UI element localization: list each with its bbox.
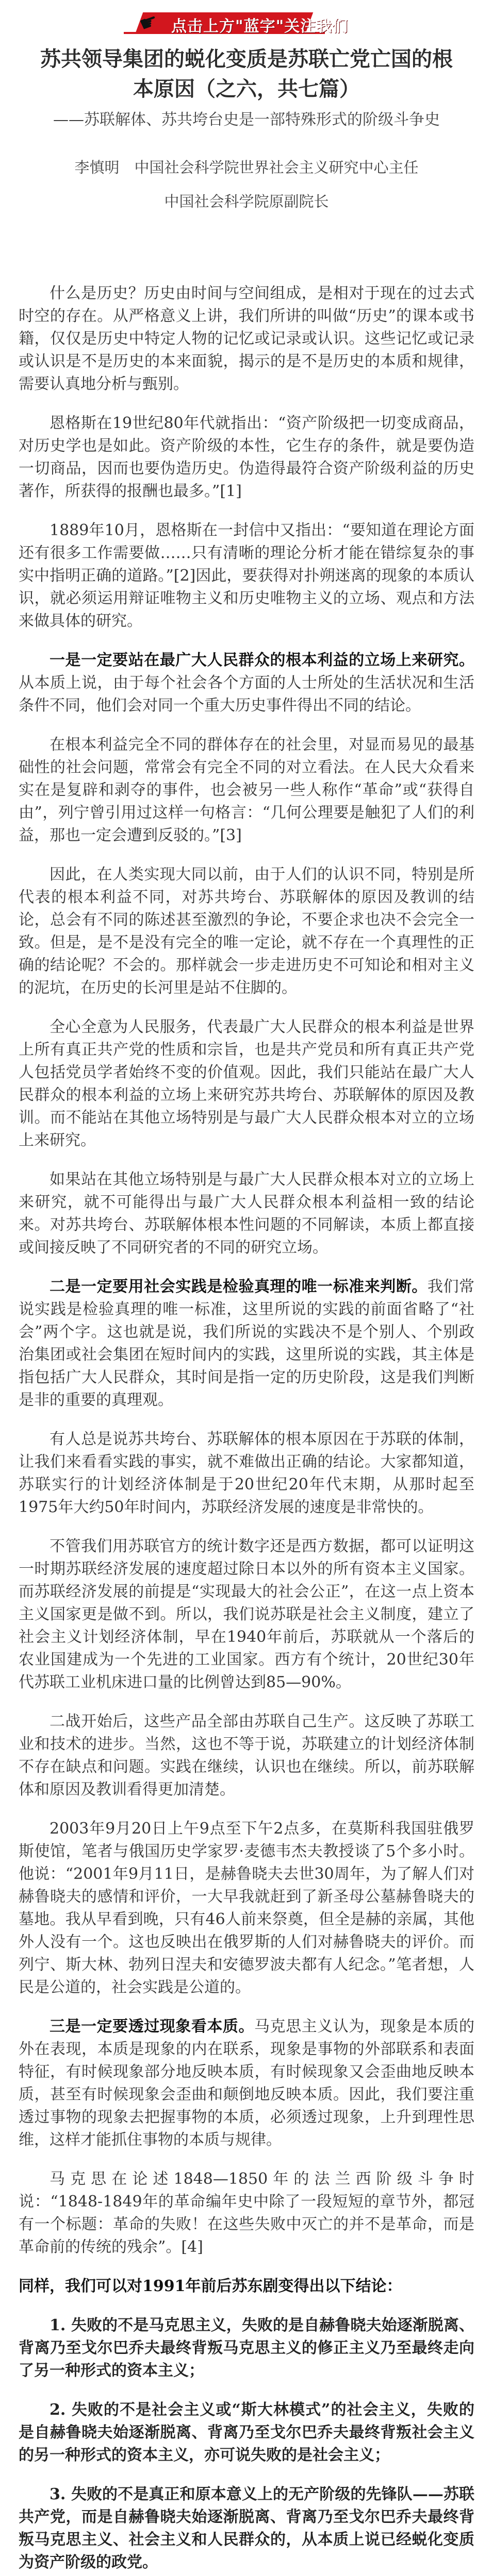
paragraph-text: 全心全意为人民服务，代表最广大人民群众的根本利益是世界上所有真正共产党的性质和宗旨，也是共产党员和所有真正共产党人包括党员学者始终不变的价值观。因此，我们只能站在最广大人民群众的根本利益的立场上来研究苏共垮台、苏联解体的原因及教训。而不能站在其他立场特别是与最广大人民群众根本对立的立场上来研究。	[19, 1018, 474, 1149]
paragraph	[19, 2168, 474, 2259]
paragraph	[19, 1818, 474, 1999]
paragraph-text: 2. 失败的不是社会主义或“斯大林模式”的社会主义，失败的是自赫鲁晓夫始逐渐脱离、背离乃至戈尔巴乔夫最终背叛社会主义的另一种形式的资本主义，亦可说失败的是社会主义；	[19, 2401, 474, 2464]
paragraph-text: 3. 失败的不是真正和原本意义上的无产阶级的先锋队——苏联共产党，而是自赫鲁晓夫始逐渐脱离、背离乃至戈尔巴乔夫最终背叛马克思主义、社会主义和人民群众的，从本质上说已经蜕化变质为资产阶级的政党。	[19, 2485, 474, 2571]
paragraph-text: 不管我们用苏联官方的统计数字还是西方数据，都可以证明这一时期苏联经济发展的速度超过除日本以外的所有资本主义国家。而苏联经济发展的前提是“实现最大的社会公正”，在这一点上资本主义国家更是做不到。所以，我们说苏联是社会主义制度，建立了社会主义计划经济体制，早在1940年前后，苏联就从一个落后的农业国建成为一个先进的工业国家。西方有个统计，20世纪30年代苏联工业机床进口量的比例曾达到85—90%。	[19, 1537, 474, 1691]
article-subtitle: ——苏联解体、苏共垮台史是一部特殊形式的阶级斗争史	[53, 111, 440, 129]
paragraph	[19, 282, 474, 396]
paragraph-text: 有人总是说苏共垮台、苏联解体的根本原因在于苏联的体制，让我们来看看实践的事实，就不难做出正确的结论。大家都知道，苏联实行的计划经济体制是于20世纪20年代末期，从那时起至1975年大约50年时间内，苏联经济发展的速度是非常快的。	[19, 1430, 474, 1516]
article-title: 苏共领导集团的蜕化变质是苏联亡党亡国的根本原因（之六，共七篇）	[40, 47, 453, 101]
paragraph-lead: 同样，我们可以对1991年前后苏东剧变得出以下结论：	[19, 2277, 402, 2295]
paragraph-text: 如果站在其他立场特别是与最广大人民群众根本对立的立场上来研究，就不可能得出与最广大人民群众根本利益相一致的结论来。对苏共垮台、苏联解体根本性问题的不同解读，本质上都直接或间接反映了不同研究者的不同的研究立场。	[19, 1171, 474, 1257]
paragraph	[19, 2314, 474, 2382]
paragraph	[19, 2015, 474, 2151]
author-line: 李慎明 中国社会科学院世界社会主义研究中心主任	[74, 159, 419, 176]
paragraph-text: 马克思主义认为，现象是本质的外在表现，本质是现象的内在联系，现象是事物的外部联系和表面特征，有时候现象部分地反映本质，有时候现象又会歪曲地反映本质，甚至有时候现象会歪曲和颠倒地反映本质。因此，我们要注重透过事物的现象去把握事物的本质，必须透过现象，上升到理性思维，这样才能抓住事物的本质与规律。	[19, 2018, 474, 2149]
paragraph	[19, 2275, 474, 2298]
article-body	[19, 282, 474, 2576]
paragraph	[19, 2399, 474, 2467]
pointing-hand-icon: ☛	[136, 8, 162, 37]
paragraph	[19, 1535, 474, 1694]
paragraph-text: 1889年10月，恩格斯在一封信中又指出：“要知道在理论方面还有很多工作需要做……只有清晰的理论分析才能在错综复杂的事实中指明正确的道路。”[2]因此，要获得对扑朔迷离的现象的本质认识，就必须运用辩证唯物主义和历史唯物主义的立场、观点和方法来做具体的研究。	[19, 521, 474, 630]
paragraph-text: 从本质上说，由于每个社会各个方面的人士所处的生活状况和生活条件不同，他们会对同一个重大历史事件得出不同的结论。	[19, 674, 474, 715]
paragraph-lead: 二是一定要用社会实践是检验真理的唯一标准来判断。	[50, 1278, 428, 1296]
follow-banner[interactable]	[108, 3, 349, 48]
paragraph-lead: 一是一定要站在最广大人民群众的根本利益的立场上来研究。	[50, 651, 474, 669]
paragraph-text: 2003年9月20日上午9点至下午2点多，在莫斯科我国驻俄罗斯使馆，笔者与俄国历史学家罗·麦德韦杰夫教授谈了5个多小时。他说：“2001年9月11日，是赫鲁晓夫去世30周年，为了解人们对赫鲁晓夫的感情和评价，一大早我就赶到了新圣母公墓赫鲁晓夫的墓地。我从早看到晚，只有46人前来祭奠，但全是赫的亲属，其他外人没有一个。这也反映出在俄罗斯的人们对赫鲁晓夫的评价。而列宁、斯大林、勃列日涅夫和安德罗波夫都有人纪念。”笔者想，人民是公道的，社会实践是公道的。	[19, 1820, 474, 1996]
paragraph-text: 在根本利益完全不同的群体存在的社会里，对显而易见的最基础性的社会问题，常常会有完全不同的对立看法。在人民大众看来实在是复辟和剥夺的事件，也会被另一些人称作“革命”或“获得自由”，列宁曾引用过这样一句格言：“几何公理要是触犯了人们的利益，那也一定会遭到反驳的。”[3]	[19, 736, 474, 844]
paragraph-lead: 三是一定要透过现象看本质。	[50, 2018, 254, 2036]
paragraph	[19, 863, 474, 999]
paragraph	[19, 1016, 474, 1152]
banner-text[interactable]: 点击上方"蓝字"关注我们	[171, 18, 349, 36]
paragraph-text: 二战开始后，这些产品全部由苏联自己生产。这反映了苏联工业和技术的进步。当然，这也不等于说，苏联建立的计划经济体制不存在缺点和问题。实践在继续，认识也在继续。所以，前苏联解体和原因及教训看得更加清楚。	[19, 1713, 474, 1799]
paragraph-text: 什么是历史？历史由时间与空间组成，是相对于现在的过去式时空的存在。从严格意义上讲，我们所讲的叫做“历史”的课本或书籍，仅仅是历史中特定人物的记忆或记录或认识。这些记忆或记录或认识是不是历史的本来面貌，揭示的是不是历史的本质和规律，需要认真地分析与甄别。	[19, 284, 474, 393]
paragraph-text: 我们常说实践是检验真理的唯一标准，这里所说的实践的前面省略了“社会”两个字。这也就是说，我们所说的实践决不是个别人、个别政治集团或社会集团在短时间内的实践，这里所说的实践，其主体是指包括广大人民群众，其时间是指一定的历史阶段，这是我们判断是非的重要的真理观。	[19, 1278, 475, 1409]
paragraph	[19, 2483, 474, 2574]
article-header	[31, 44, 462, 212]
paragraph	[19, 519, 474, 633]
paragraph-text: 1. 失败的不是马克思主义，失败的是自赫鲁晓夫始逐渐脱离、背离乃至戈尔巴乔夫最终背叛马克思主义的修正主义乃至最终走向了另一种形式的资本主义；	[19, 2316, 474, 2380]
paragraph	[19, 1428, 474, 1519]
paragraph	[19, 734, 474, 847]
paragraph	[19, 1276, 474, 1412]
paragraph	[19, 412, 474, 503]
paragraph	[19, 1710, 474, 1801]
paragraph-text: 因此，在人类实现大同以前，由于人们的认识不同，特别是所代表的根本利益不同，对苏共垮台、苏联解体的原因及教训的结论，总会有不同的陈述甚至激烈的争论，不要企求也决不会完全一致。但是，是不是没有完全的唯一定论，就不存在一个真理性的正确的结论呢？不会的。那样就会一步走进历史不可知论和相对主义的泥坑，在历史的长河里是站不住脚的。	[19, 866, 474, 997]
paragraph-text: 马克思在论述1848—1850年的法兰西阶级斗争时说：“1848-1849年的革命编年史中除了一段短短的章节外，都冠有一个标题：革命的失败！在这些失败中灭亡的并不是革命，而是革命前的传统的残余”。[4]	[19, 2170, 474, 2256]
paragraph-text: 恩格斯在19世纪80年代就指出：“资产阶级把一切变成商品，对历史学也是如此。资产阶级的本性，它生存的条件，就是要伪造一切商品，因而也要伪造历史。伪造得最符合资产阶级利益的历史著作，所获得的报酬也最多。”[1]	[19, 414, 474, 500]
paragraph	[19, 649, 474, 717]
paragraph	[19, 1168, 474, 1259]
author-affiliation: 中国社会科学院原副院长	[164, 193, 329, 210]
